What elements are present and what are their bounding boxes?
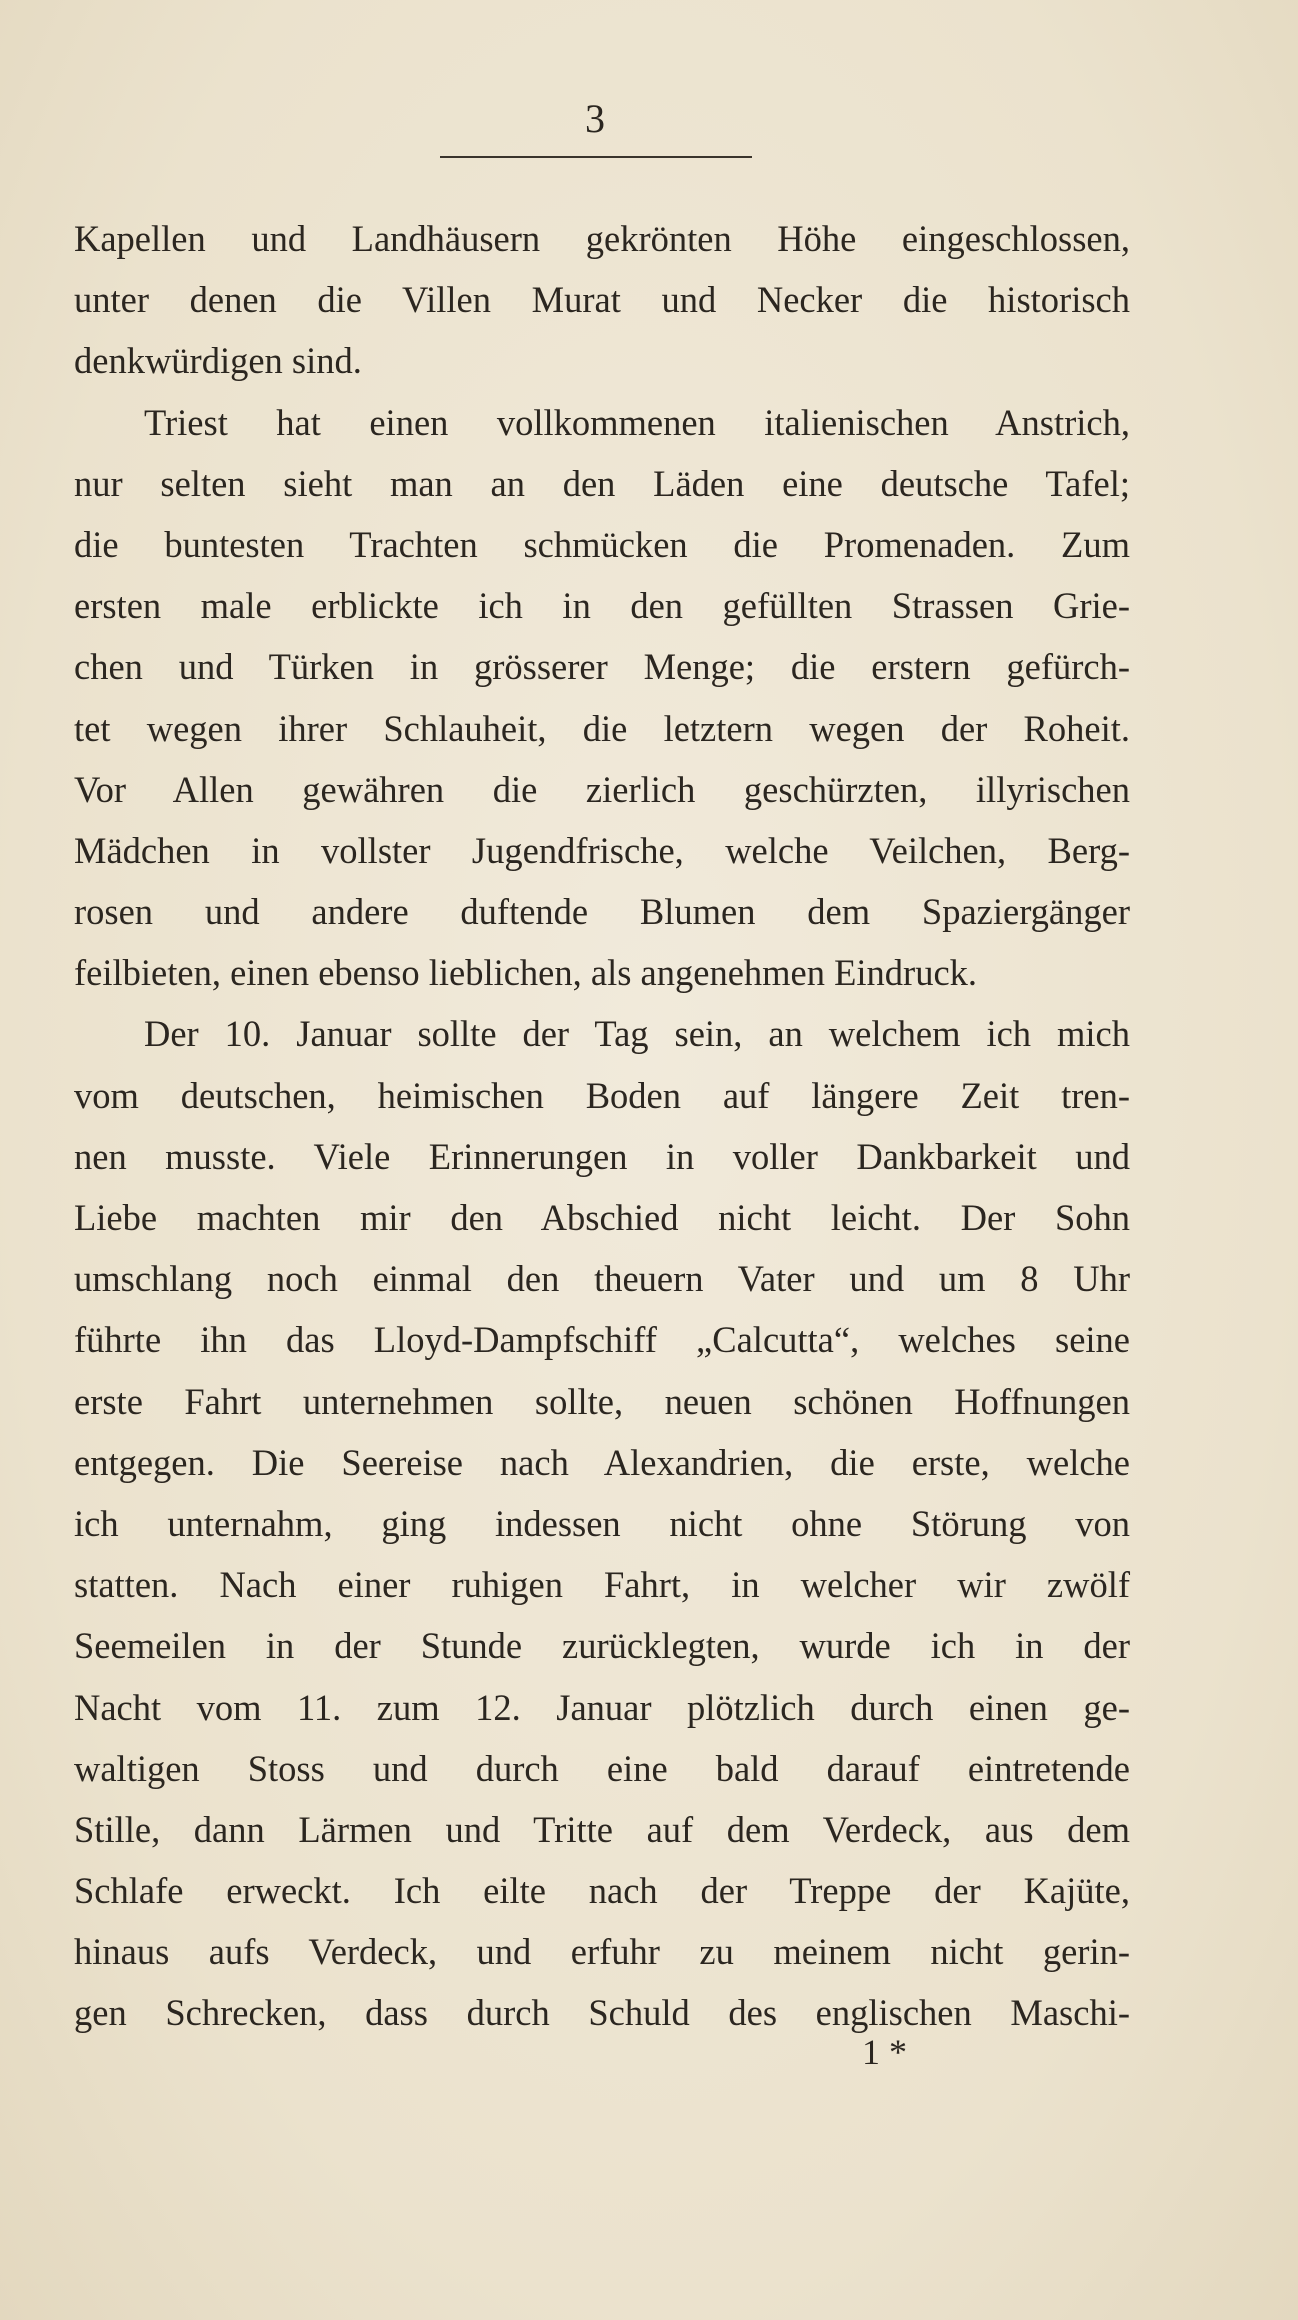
text-line: denkwürdigen sind. — [74, 340, 362, 382]
text-line: Triest hat einen vollkommenen italienischen Anstrich, — [144, 401, 1130, 443]
text-line: hinaus aufs Verdeck, und erfuhr zu meinem nicht gerin- — [74, 1931, 1130, 1973]
text-line: erste Fahrt unternehmen sollte, neuen schönen Hoffnungen — [74, 1380, 1130, 1422]
text-line: waltigen Stoss und durch eine bald darauf eintretende — [74, 1747, 1130, 1789]
text-line: vom deutschen, heimischen Boden auf längere Zeit tren- — [74, 1074, 1130, 1116]
text-line: Nacht vom 11. zum 12. Januar plötzlich durch einen ge- — [74, 1686, 1130, 1728]
text-line: Kapellen und Landhäusern gekrönten Höhe eingeschlossen, — [74, 218, 1130, 259]
text-line: tet wegen ihrer Schlauheit, die letztern wegen der Roheit. — [74, 707, 1130, 749]
text-line: umschlang noch einmal den theuern Vater und um 8 Uhr — [74, 1258, 1130, 1300]
text-line: die buntesten Trachten schmücken die Promenaden. Zum — [74, 523, 1130, 565]
text-line: feilbieten, einen ebenso lieblichen, als angenehmen Eindruck. — [74, 952, 978, 994]
text-line: Der 10. Januar sollte der Tag sein, an welchem ich mich — [144, 1013, 1130, 1055]
text-line: Schlafe erweckt. Ich eilte nach der Treppe der Kajüte, — [74, 1870, 1130, 1912]
text-line: Vor Allen gewähren die zierlich geschürzten, illyrischen — [74, 768, 1130, 810]
page-number: 3 — [585, 96, 605, 141]
text-line: Mädchen in vollster Jugendfrische, welche Veilchen, Berg- — [74, 829, 1130, 871]
text-line: gen Schrecken, dass durch Schuld des englischen Maschi- — [74, 1992, 1130, 2034]
signature-mark: 1 * — [862, 2032, 907, 2072]
text-line: statten. Nach einer ruhigen Fahrt, in welcher wir zwölf — [74, 1564, 1130, 1606]
text-line: ersten male erblickte ich in den gefüllten Strassen Grie- — [74, 585, 1130, 627]
text-line: Liebe machten mir den Abschied nicht leicht. Der Sohn — [74, 1197, 1130, 1238]
text-line: führte ihn das Lloyd-Dampfschiff „Calcutta“, welches seine — [74, 1319, 1130, 1361]
text-line: Seemeilen in der Stunde zurücklegten, wurde ich in der — [74, 1625, 1130, 1667]
text-line: nen musste. Viele Erinnerungen in voller Dankbarkeit und — [74, 1135, 1130, 1177]
text-line: rosen und andere duftende Blumen dem Spaziergänger — [74, 891, 1130, 933]
body-text — [74, 208, 1130, 2044]
text-line: nur selten sieht man an den Läden eine deutsche Tafel; — [74, 462, 1130, 504]
text-line: Stille, dann Lärmen und Tritte auf dem Verdeck, aus dem — [74, 1808, 1130, 1850]
text-line: entgegen. Die Seereise nach Alexandrien, die erste, welche — [74, 1441, 1130, 1483]
text-line: unter denen die Villen Murat und Necker die historisch — [74, 279, 1130, 321]
text-line: chen und Türken in grösserer Menge; die erstern gefürch- — [74, 646, 1130, 688]
header-rule — [440, 156, 752, 158]
text-line: ich unternahm, ging indessen nicht ohne Störung von — [74, 1502, 1130, 1544]
